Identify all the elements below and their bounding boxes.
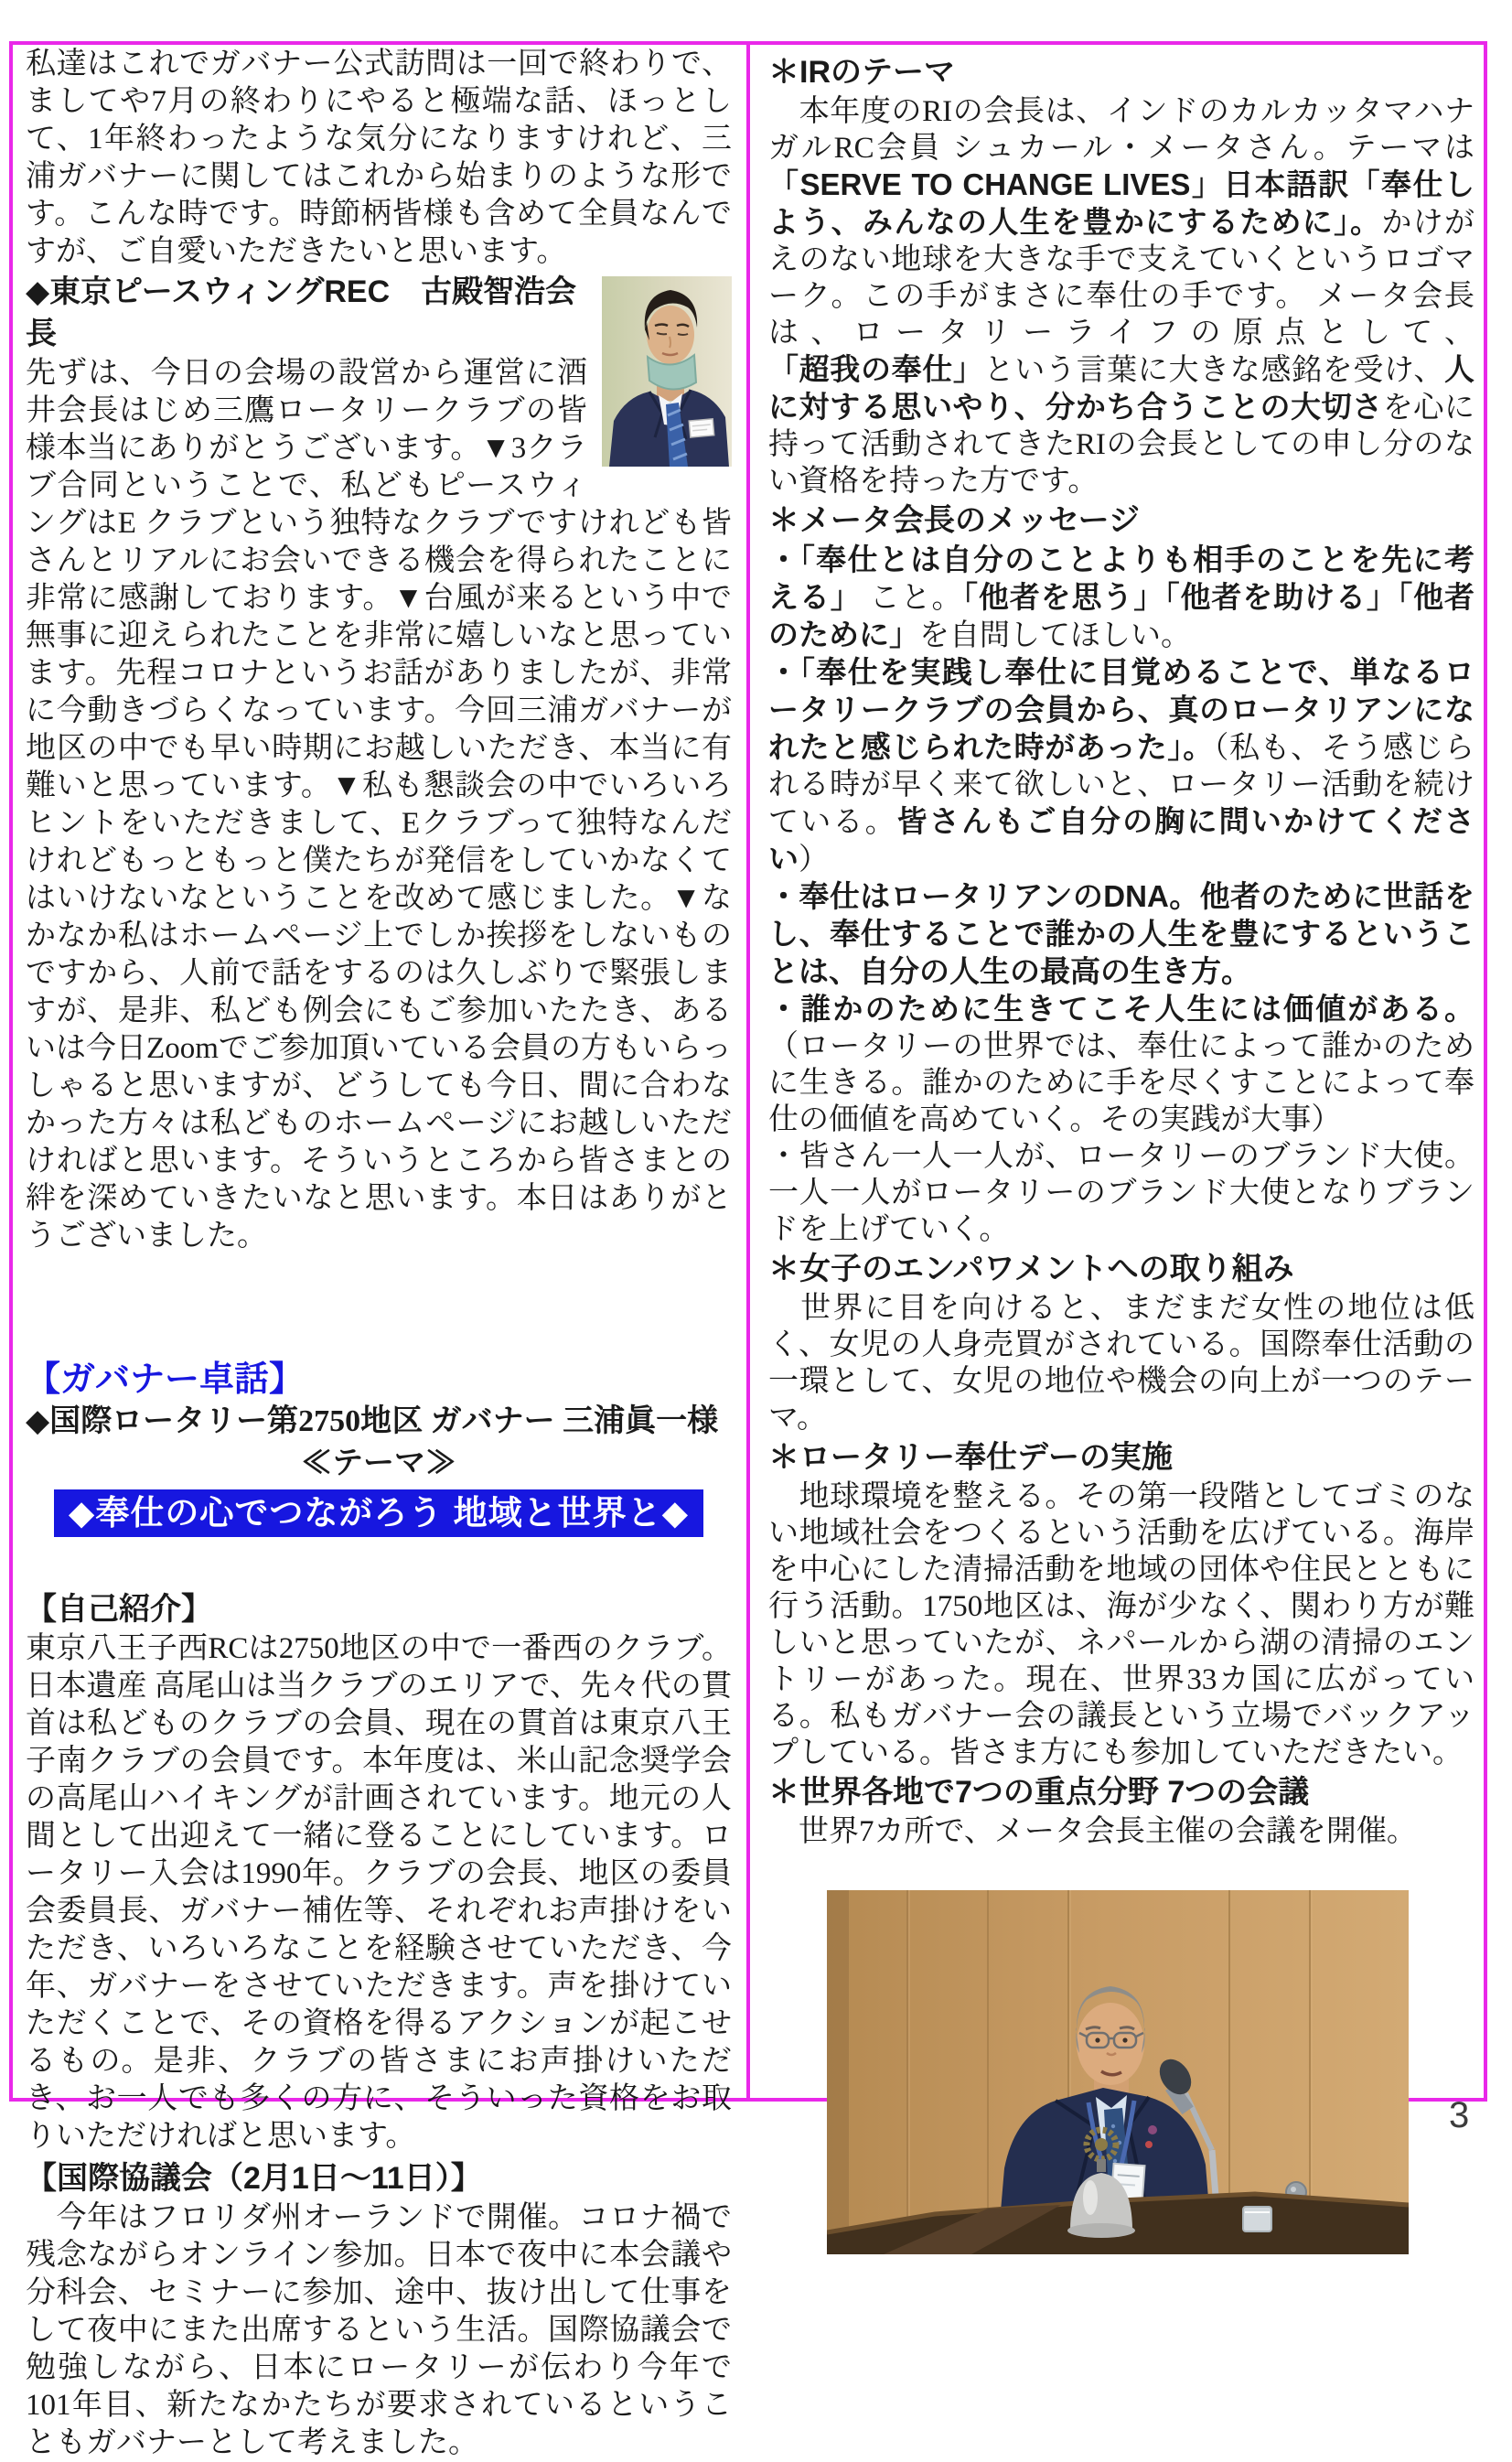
theme-banner: ◆奉仕の心でつながろう 地域と世界と◆ — [54, 1489, 703, 1537]
column-divider — [746, 41, 750, 2102]
assembly-heading: 【国際協議会（2月1日～11日）】 — [26, 2161, 482, 2196]
right-column — [768, 51, 1474, 2254]
mehta-bullet-5: ・皆さん一人一人が、ロータリーのブランド大使。一人一人がロータリーのブランド大使となりブランドを上げていく。 — [768, 1140, 1475, 1246]
ir-theme-paragraph: 本年度のRIの会長は、インドのカルカッタマハナガルRC会員 シュカール・メータさん。テーマは「SERVE TO CHANGE LIVES」日本語訳「奉仕しよう、みんなの人生を豊かにするために」。かけがえのない地球を大きな手で支えていくというロゴマーク。この手がまさに奉仕の手です。 メータ会長は、ロータリーライフの原点として、「超我の奉仕」という言葉に大きな感銘を受け、人に対する思いやり、分かち合うことの大切さを心に持って活動されてきたRIの会長としての申し分のない資格を持った方です。 — [768, 95, 1475, 498]
governor-podium-photo — [827, 1890, 1409, 2254]
theme-label: ≪テーマ≫ — [301, 1446, 456, 1480]
mehta-bullet-1: ・「奉仕とは自分のことよりも相手のことを先に考える」 こと。「他者を思う」「他者を助ける」「他者のために」を自問してほしい。 — [768, 543, 1475, 652]
peacewing-paragraph: 先ずは、今日の会場の設営から運営に酒井会長はじめ三鷹ロータリークラブの皆様本当にありがとうございます。▼3クラブ合同ということで、私どもピースウィングはE クラブという独特なクラブですけれども皆さんとリアルにお会いできる機会を得られたことに非常に感謝しております。▼台風が来るという中で無事に迎えられたことを非常に嬉しいなと思っています。先程コロナというお話がありましたが、非常に今動きづらくなっています。今回三浦ガバナーが地区の中でも早い時期にお越しいただき、本当に有難いと思っています。▼私も懇談会の中でいろいろヒントをいただきまして、Eクラブって独特なんだけれどもっともっと僕たちが発信をしていかなくてはいけないなということを改めて感じました。▼なかなか私はホームページ上でしか挨拶をしないものですから、人前で話をするのは久しぶりで緊張しますが、是非、私ども例会にもご参加いたたき、あるいは今日Zoomでご参加頂いている会員の方もいらっしゃると思いますが、どうしても今日、間に合わなかった方々は私どものホームページにお越しいただければと思います。そういうところから皆さまとの絆を深めていきたいなと思います。本日はありがとうございました。 — [26, 357, 732, 1253]
mehta-message-heading: ＊メータ会長のメッセージ — [768, 503, 1140, 538]
left-column — [26, 46, 732, 2462]
world-meetings-heading: ＊世界各地で7つの重点分野 7つの会議 — [768, 1775, 1310, 1810]
mehta-bullet-4: ・誰かのために生きてこそ人生には価値がある。（ロータリーの世界では、奉仕によって誰かのために生きる。誰かのために手を尽くすことによって奉仕の価値を高めていく。その実践が大事） — [768, 992, 1474, 1136]
service-day-heading: ＊ロータリー奉仕デーの実施 — [768, 1440, 1173, 1475]
assembly-paragraph: 今年はフロリダ州オーランドで開催。コロナ禍で残念ながらオンライン参加。日本で夜中に本会議や分科会、セミナーに参加、途中、抜け出して仕事をして夜中にまた出席するという生活。国際協議会で勉強しながら、日本にロータリーが伝わり今年で101年目、新たなかたちが要求されているということもガバナーとして考えました。 — [26, 2201, 732, 2459]
self-intro-paragraph: 東京八王子西RCは2750地区の中で一番西のクラブ。日本遺産 高尾山は当クラブのエリアで、先々代の貫首は私どものクラブの会員、現在の貫首は東京八王子南クラブの会員です。本年度は、米山記念奨学会の高尾山ハイキングが計画されています。地元の人間として出迎えて一緒に登ることにしています。ロータリー入会は1990年。クラブの会長、地区の委員会委員長、ガバナー補佐等、それぞれお声掛けをいただき、いろいろなことを経験させていただき、今年、ガバナーをさせていただきます。声を掛けていただくことで、その資格を得るアクションが起こせるもの。是非、クラブの皆さまにお声掛けいただき、お一人でも多くの方に、そういった資格をお取りいただければと思います。 — [26, 1632, 732, 2153]
governor-name-heading: ◆国際ロータリー第2750地区 ガバナー 三浦眞一様 — [26, 1404, 719, 1438]
water-glass — [1243, 2207, 1271, 2231]
ir-theme-heading: ＊IRのテーマ — [768, 55, 955, 90]
theme-banner-wrap — [26, 1489, 732, 1537]
mehta-bullet-3: ・奉仕はロータリアンのDNA。他者のために世話をし、奉仕することで誰かの人生を豊にするということは、自分の人生の最高の生き方。 — [768, 879, 1474, 988]
greeting-paragraph: 私達はこれでガバナー公式訪問は一回で終わりで、ましてや7月の終わりにやると極端な話、ほっとして、1年終わったような気分になりますけれど、三浦ガバナーに関してはこれから始まりのような形です。こんな時です。時節柄皆様も含めて全員なんですが、ご自愛いただきたいと思います。 — [26, 48, 732, 268]
masked-speaker-photo — [602, 276, 732, 467]
women-empowerment-heading: ＊女子のエンパワメントへの取り組み — [768, 1252, 1294, 1286]
self-intro-heading: 【自己紹介】 — [26, 1592, 212, 1627]
governor-talk-title: 【ガバナー卓話】 — [26, 1360, 305, 1399]
service-day-paragraph: 地球環境を整える。その第一段階としてゴミのない地域社会をつくるという活動を広げている。海岸を中心にした清掃活動を地域の団体や住民とともに行う活動。1750地区は、海が少なく、関わり方が難しいと思っていたが、ネパールから湖の清掃のエントリーがあった。現在、世界33カ国に広がっている。私もガバナー会の議長という立場でバックアップしている。皆さま方にも参加していただきたい。 — [768, 1480, 1474, 1769]
masked-speaker-illustration — [602, 276, 732, 467]
page-number: 3 — [1449, 2095, 1470, 2135]
mehta-bullet-2: ・「奉仕を実践し奉仕に目覚めることで、単なるロータリークラブの会員から、真のロータリアンになれたと感じられた時があった」。（私も、そう感じられる時が早く来て欲しいと、ロータリー活動を続けている。皆さんもご自分の胸に問いかけてください） — [768, 655, 1475, 876]
peacewing-heading: ◆東京ピースウィングREC 古殿智浩会長 — [26, 274, 577, 351]
world-meetings-paragraph: 世界7カ所で、メータ会長主催の会議を開催。 — [768, 1815, 1417, 1848]
women-empowerment-paragraph: 世界に目を向けると、まだまだ女性の地位は低く、女児の人身売買がされている。国際奉仕活動の一環として、女児の地位や機会の向上が一つのテーマ。 — [768, 1292, 1474, 1435]
governor-podium-illustration — [827, 1890, 1409, 2254]
peacewing-section — [26, 271, 732, 1255]
